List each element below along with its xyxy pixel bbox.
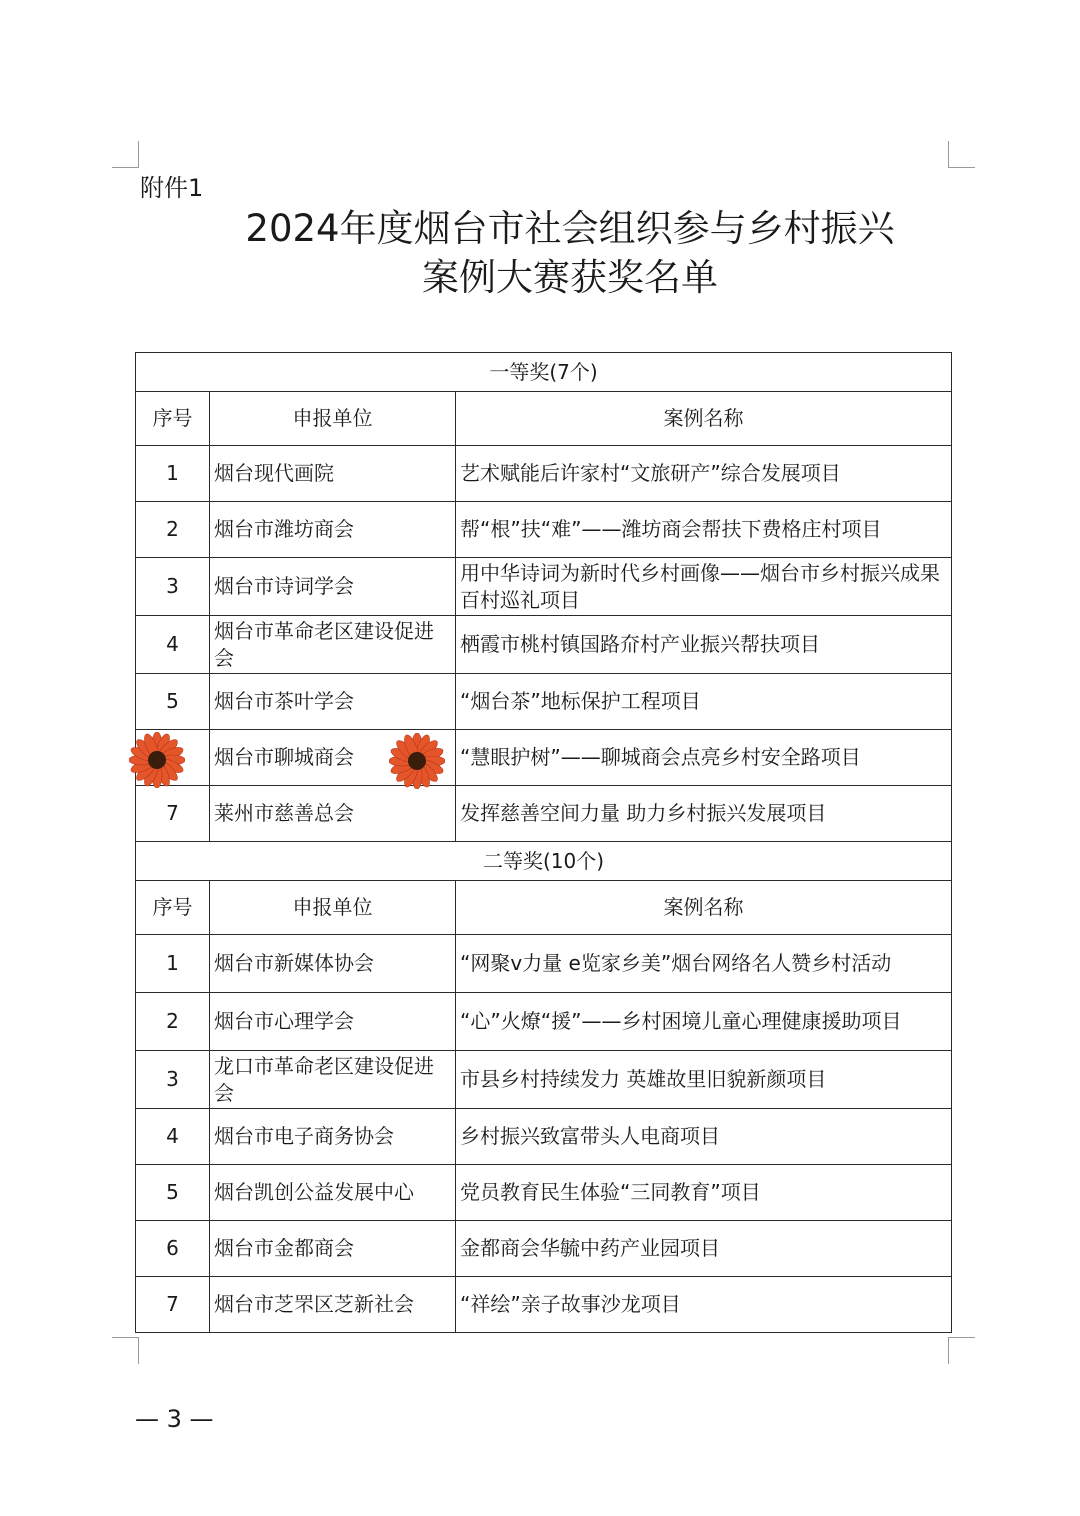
table-row [136,1221,952,1277]
table-row [136,730,952,786]
first-prize-header-row [136,392,952,446]
document-title-line2: 案例大赛获奖名单 [422,256,718,299]
crop-mark-top-left [112,141,139,168]
row-index: 5 [136,1165,210,1221]
row-case: 栖霞市桃村镇国路夼村产业振兴帮扶项目 [456,616,952,674]
row-index: 4 [136,1109,210,1165]
awards-table [135,352,952,1333]
row-unit: 烟台市芝罘区芝新社会 [210,1277,456,1333]
second-prize-section-row [136,842,952,881]
table-row [136,935,952,993]
crop-mark-top-right [948,141,975,168]
row-index: 5 [136,674,210,730]
column-header-unit: 申报单位 [210,392,456,446]
table-row [136,786,952,842]
row-unit: 烟台现代画院 [210,446,456,502]
table-row [136,558,952,616]
table-row [136,993,952,1051]
row-case: 帮“根”扶“难”——潍坊商会帮扶下费格庄村项目 [456,502,952,558]
row-case: “网聚v力量 e览家乡美”烟台网络名人赞乡村活动 [456,935,952,993]
row-unit: 烟台市潍坊商会 [210,502,456,558]
row-unit: 烟台市电子商务协会 [210,1109,456,1165]
row-case: 发挥慈善空间力量 助力乡村振兴发展项目 [456,786,952,842]
row-case: 金都商会华毓中药产业园项目 [456,1221,952,1277]
row-unit: 烟台市聊城商会 [210,730,456,786]
column-header-unit: 申报单位 [210,881,456,935]
column-header-index: 序号 [136,392,210,446]
flower-sticker-icon [129,732,185,788]
row-case: 用中华诗词为新时代乡村画像——烟台市乡村振兴成果百村巡礼项目 [456,558,952,616]
row-case: “祥绘”亲子故事沙龙项目 [456,1277,952,1333]
table-row [136,1277,952,1333]
row-case: 党员教育民生体验“三同教育”项目 [456,1165,952,1221]
table-row [136,674,952,730]
first-prize-section-row [136,353,952,392]
row-unit: 烟台市新媒体协会 [210,935,456,993]
row-unit: 烟台市金都商会 [210,1221,456,1277]
row-index: 4 [136,616,210,674]
table-row [136,1109,952,1165]
row-case: 市县乡村持续发力 英雄故里旧貌新颜项目 [456,1051,952,1109]
row-unit: 烟台市诗词学会 [210,558,456,616]
row-case: “慧眼护树”——聊城商会点亮乡村安全路项目 [456,730,952,786]
row-index: 7 [136,1277,210,1333]
row-index: 2 [136,502,210,558]
second-prize-header-row [136,881,952,935]
column-header-case: 案例名称 [456,392,952,446]
page-number: — 3 — [135,1405,214,1433]
table-row [136,446,952,502]
row-case: 乡村振兴致富带头人电商项目 [456,1109,952,1165]
first-prize-heading: 一等奖(7个) [136,353,952,392]
row-unit: 烟台市革命老区建设促进会 [210,616,456,674]
row-index: 7 [136,786,210,842]
crop-mark-bottom-left [112,1337,139,1364]
row-case: 艺术赋能后许家村“文旅研产”综合发展项目 [456,446,952,502]
row-index: 3 [136,558,210,616]
crop-mark-bottom-right [948,1337,975,1364]
row-index: 3 [136,1051,210,1109]
table-row [136,502,952,558]
row-unit: 烟台凯创公益发展中心 [210,1165,456,1221]
row-index: 2 [136,993,210,1051]
table-row [136,616,952,674]
row-case: “心”火燎“援”——乡村困境儿童心理健康援助项目 [456,993,952,1051]
row-index: 1 [136,446,210,502]
flower-sticker-icon [389,733,445,789]
column-header-case: 案例名称 [456,881,952,935]
row-unit: 烟台市茶叶学会 [210,674,456,730]
table-row [136,1165,952,1221]
row-unit: 龙口市革命老区建设促进会 [210,1051,456,1109]
table-row [136,1051,952,1109]
document-title-line1: 2024年度烟台市社会组织参与乡村振兴 [245,207,895,250]
row-unit: 莱州市慈善总会 [210,786,456,842]
row-unit: 烟台市心理学会 [210,993,456,1051]
second-prize-heading: 二等奖(10个) [136,842,952,881]
column-header-index: 序号 [136,881,210,935]
attachment-label: 附件1 [140,174,204,202]
row-index: 6 [136,1221,210,1277]
row-case: “烟台茶”地标保护工程项目 [456,674,952,730]
row-index: 1 [136,935,210,993]
